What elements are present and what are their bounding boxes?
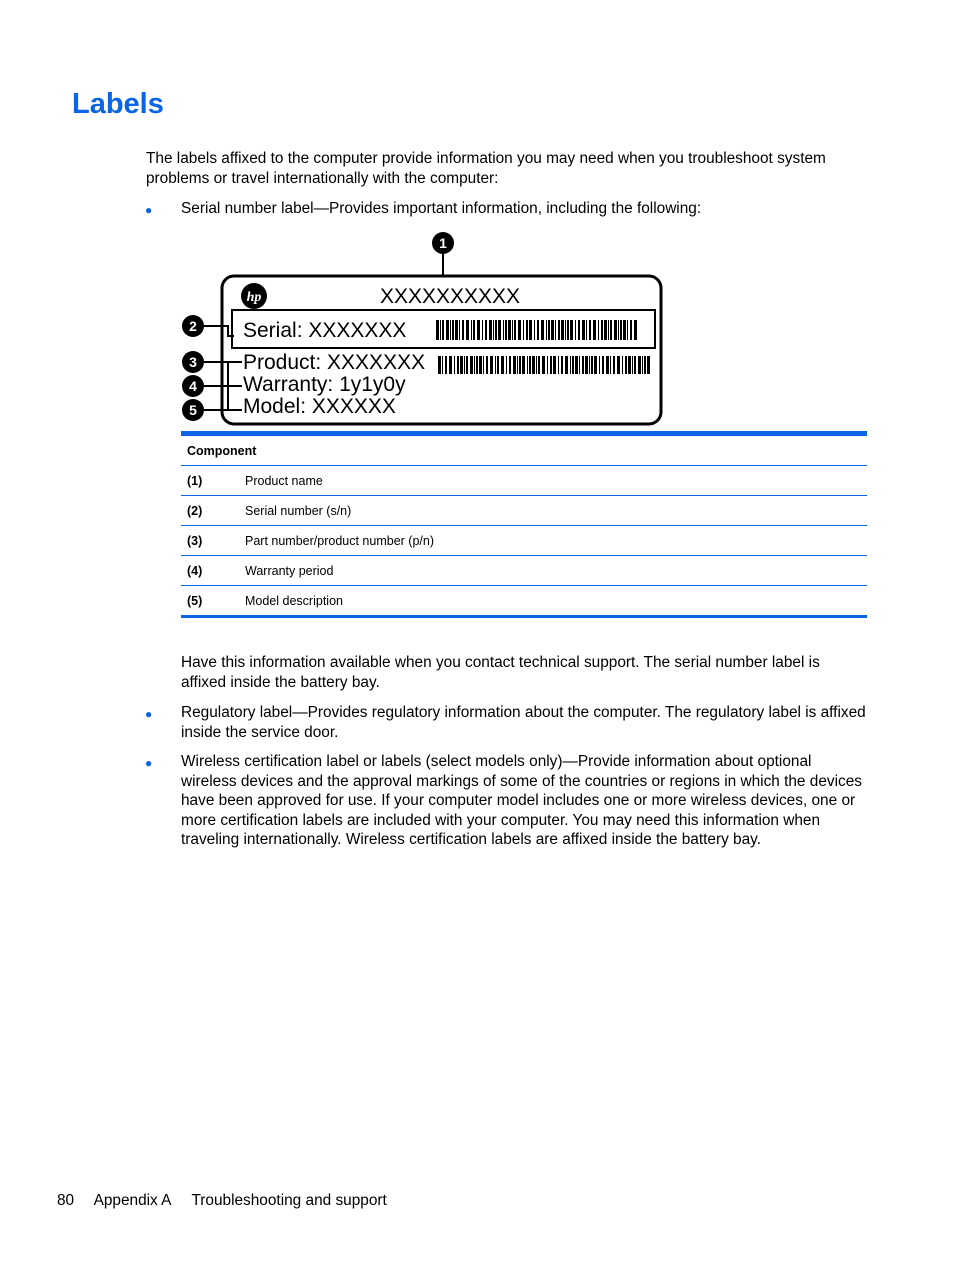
barcode-bar: [602, 356, 604, 374]
barcode-bar: [513, 356, 516, 374]
row-number: (1): [181, 466, 245, 496]
hp-logo-icon: [241, 283, 267, 309]
barcode-bar: [512, 320, 513, 340]
barcode-bar: [585, 356, 588, 374]
barcode-bar: [623, 320, 626, 340]
barcode-bar: [601, 320, 603, 340]
barcode-bar: [610, 356, 611, 374]
row-number: (5): [181, 586, 245, 617]
barcode-bar: [460, 356, 463, 374]
barcode-bar: [457, 356, 459, 374]
barcode-bar: [582, 320, 585, 340]
barcode-bar: [440, 320, 441, 340]
barcode-bar: [537, 320, 539, 340]
barcode-bar: [455, 320, 458, 340]
barcode-bar: [594, 356, 597, 374]
barcode-bar: [608, 320, 609, 340]
barcode-bar: [523, 320, 524, 340]
barcode-bar: [529, 356, 531, 374]
barcode-bar: [514, 320, 516, 340]
barcode-bar: [474, 356, 475, 374]
barcode-bar: [479, 356, 482, 374]
svg-text:hp: hp: [246, 290, 262, 305]
barcode-bar: [450, 320, 451, 340]
svg-text:1: 1: [439, 235, 447, 251]
svg-text:5: 5: [189, 402, 197, 418]
page-footer: [57, 1192, 403, 1210]
barcode-bar: [495, 320, 497, 340]
barcode-bar: [534, 320, 535, 340]
table-row: [181, 556, 867, 586]
barcode-bar: [541, 320, 544, 340]
barcode-bar: [527, 356, 528, 374]
barcode-bar: [647, 356, 650, 374]
barcode-bar: [542, 356, 545, 374]
barcode-bar: [589, 320, 591, 340]
callout-2: [182, 315, 204, 337]
barcode-bar: [452, 320, 454, 340]
barcode-bar: [473, 320, 475, 340]
bullet-serial-label: Serial number label—Provides important information, including the following:: [181, 200, 702, 217]
barcode-bar: [593, 320, 596, 340]
barcode-bar: [477, 320, 480, 340]
barcode-bar: [503, 320, 504, 340]
component-table: [181, 431, 867, 618]
barcode-bar: [575, 356, 578, 374]
barcode-bar: [572, 356, 574, 374]
barcode-bar: [614, 320, 617, 340]
barcode-bar: [498, 320, 501, 340]
barcode-bar: [483, 356, 484, 374]
row-number: (3): [181, 526, 245, 556]
row-description: Product name: [245, 466, 867, 496]
barcode-bar: [442, 356, 443, 374]
barcode-bar: [482, 320, 483, 340]
barcode-bar: [462, 320, 464, 340]
callout-1: [432, 232, 454, 254]
barcode-bar: [634, 356, 636, 374]
barcode-bar: [586, 320, 587, 340]
intro-paragraph: The labels affixed to the computer provide information you may need when you troubleshoot system problems or travel internationally with the computer:: [146, 150, 826, 187]
barcode-bar: [445, 356, 447, 374]
barcode-bar: [466, 356, 468, 374]
bullet-regulatory-label: Regulatory label—Provides regulatory information about the computer. The regulatory label is affixed inside the service door.: [181, 704, 866, 741]
row-number: (4): [181, 556, 245, 586]
warranty-line: Warranty: 1y1y0y: [243, 373, 406, 396]
barcode-bar: [446, 320, 449, 340]
barcode-bar: [493, 320, 494, 340]
barcode-bar: [438, 356, 441, 374]
barcode-bar: [506, 356, 507, 374]
barcode-bar: [627, 320, 628, 340]
barcode-bar: [570, 356, 571, 374]
barcode-bar: [632, 356, 633, 374]
svg-text:3: 3: [189, 354, 197, 370]
barcode-bar: [526, 320, 528, 340]
barcode-bar: [555, 320, 556, 340]
barcode-bar: [567, 320, 569, 340]
after-table-paragraph: Have this information available when you contact technical support. The serial number label is affixed inside the battery bay.: [181, 654, 820, 691]
model-line: Model: XXXXXX: [243, 395, 396, 418]
barcode-bar: [638, 356, 641, 374]
barcode-bar: [558, 356, 559, 374]
row-description: Part number/product number (p/n): [245, 526, 867, 556]
barcode-bar: [464, 356, 465, 374]
barcode-bar: [546, 320, 547, 340]
page-number: 80: [57, 1192, 75, 1209]
bullet-icon: ●: [145, 756, 153, 770]
barcode-bar: [517, 356, 518, 374]
barcode-bar: [606, 356, 609, 374]
barcode-bar: [449, 356, 452, 374]
barcode-bar: [470, 356, 473, 374]
barcode-bar: [628, 356, 631, 374]
barcode-bar: [548, 320, 550, 340]
barcode-bar: [604, 320, 607, 340]
barcode-bar: [613, 356, 615, 374]
barcode-bar: [489, 320, 492, 340]
callout-3: [182, 351, 204, 373]
barcode-bar: [538, 356, 540, 374]
barcode-bar: [553, 356, 556, 374]
row-description: Warranty period: [245, 556, 867, 586]
barcode-bar: [529, 320, 532, 340]
barcode-bar: [508, 320, 511, 340]
barcode-bar: [519, 356, 521, 374]
barcode-bar: [620, 320, 622, 340]
serial-line: Serial: XXXXXXX: [243, 319, 407, 342]
barcode-bar: [617, 356, 620, 374]
table-row: [181, 496, 867, 526]
barcode-bar: [575, 320, 576, 340]
barcode-bar: [599, 356, 600, 374]
barcode-bar: [618, 320, 619, 340]
row-description: Serial number (s/n): [245, 496, 867, 526]
product-line: Product: XXXXXXX: [243, 351, 426, 374]
barcode-bar: [622, 356, 623, 374]
barcode-bar: [454, 356, 455, 374]
bullet-icon: ●: [145, 203, 153, 217]
barcode-bar: [436, 320, 439, 340]
barcode-bar: [522, 356, 525, 374]
table-row: [181, 466, 867, 496]
callout-5: [182, 399, 204, 421]
barcode-bar: [466, 320, 469, 340]
footer-section: Troubleshooting and support: [191, 1192, 387, 1209]
barcode-bar: [476, 356, 478, 374]
barcode-bar: [598, 320, 599, 340]
barcode-bar: [459, 320, 460, 340]
barcode-bar: [565, 320, 566, 340]
table-row: [181, 526, 867, 556]
barcode-bar: [471, 320, 472, 340]
barcode-bar: [565, 356, 568, 374]
footer-appendix: Appendix A: [93, 1192, 172, 1209]
barcode-bar: [501, 356, 504, 374]
callout-4: [182, 375, 204, 397]
barcode-bar: [644, 356, 646, 374]
table-header-row: [181, 434, 867, 466]
barcode-bar: [495, 356, 496, 374]
barcode-bar: [442, 320, 444, 340]
row-description: Model description: [245, 586, 867, 617]
barcode-bar: [485, 320, 487, 340]
barcode-bar: [547, 356, 548, 374]
bullet-icon: ●: [145, 707, 153, 721]
barcode-bar: [561, 356, 563, 374]
barcode-bar: [570, 320, 573, 340]
table-header: Component: [181, 434, 867, 466]
barcode-bar: [505, 320, 507, 340]
barcode-bar: [630, 320, 632, 340]
row-number: (2): [181, 496, 245, 526]
svg-text:4: 4: [189, 378, 197, 394]
barcode-bar: [625, 356, 627, 374]
barcode-bar: [561, 320, 564, 340]
barcode-bar: [532, 356, 535, 374]
barcode-bar: [634, 320, 637, 340]
barcode-bar: [486, 356, 488, 374]
bullet-wireless-label: Wireless certification label or labels (select models only)—Provide information about optional wireless devices and the approval markings of some of the countries or regions in which the devices have been approved for use. If your computer model includes one or more wireless devices, one or more certification labels are included with your computer. You may need this information when traveling internationally. Wireless certification labels are affixed inside the battery bay.: [181, 753, 862, 848]
barcode-bar: [518, 320, 521, 340]
barcode-bar: [578, 320, 580, 340]
barcode-bar: [579, 356, 580, 374]
barcode-bar: [642, 356, 643, 374]
serial-label-illustration: [170, 228, 670, 428]
barcode-bar: [509, 356, 511, 374]
page-title: Labels: [72, 88, 164, 120]
barcode-bar: [582, 356, 584, 374]
barcode-bar: [551, 320, 554, 340]
barcode-bar: [589, 356, 590, 374]
svg-text:2: 2: [189, 318, 197, 334]
barcode-bar: [536, 356, 537, 374]
product-code: XXXXXXXXXX: [380, 285, 521, 308]
barcode-bar: [591, 356, 593, 374]
barcode-bar: [558, 320, 560, 340]
table-row: [181, 586, 867, 617]
barcode-bar: [497, 356, 499, 374]
barcode-bar: [610, 320, 612, 340]
barcode-bar: [550, 356, 552, 374]
barcode-bar: [490, 356, 493, 374]
